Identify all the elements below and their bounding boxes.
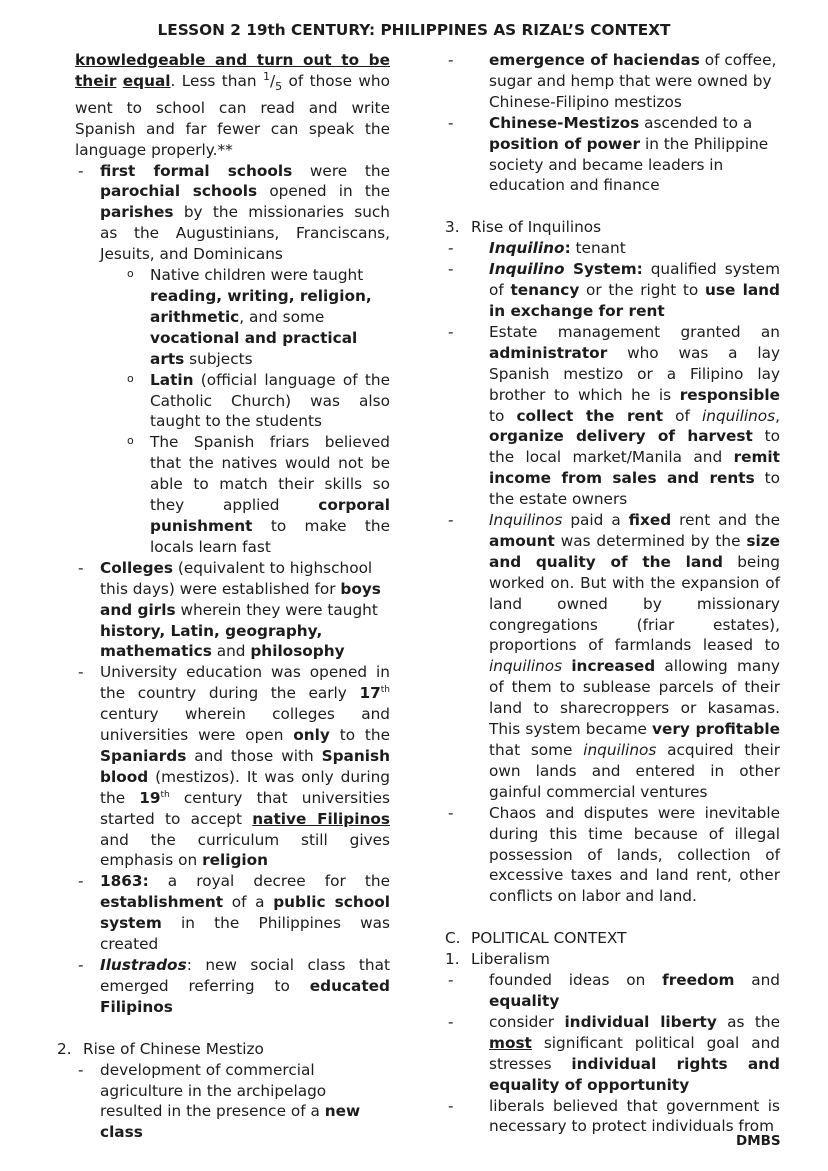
bullet-inquilino-tenant: - Inquilino: tenant	[445, 238, 780, 259]
bullet-university-education: - University education was opened in the country during the early 17th century wherein colleges and universities were open only to the Spaniards and those with Spanish blood (mestizos). It was only during the 19th century that universities started to accept native Filipinos and the curriculum still gives emphasis on religion	[75, 662, 390, 871]
bullet-chaos-disputes: - Chaos and disputes were inevitable during this time because of illegal possession of lands, collection of excessive taxes and land rent, other conflicts on labor and land.	[445, 803, 780, 908]
section-heading-chinese-mestizo: 2. Rise of Chinese Mestizo	[57, 1039, 264, 1058]
spacer	[75, 1018, 390, 1039]
bullet-1863-decree: - 1863: a royal decree for the establishment of a public school system in the Philippines was created	[75, 871, 390, 955]
left-column	[57, 50, 391, 1143]
bullet-commercial-agriculture: - development of commercial agriculture in the archipelago resulted in the presence of a new class	[75, 1060, 390, 1144]
bullet-ilustrados: - Ilustrados: new social class that emerged referring to educated Filipinos	[75, 955, 390, 1018]
section-heading-liberalism: 1. Liberalism	[445, 950, 550, 969]
section-heading-political-context: C. POLITICAL CONTEXT	[445, 929, 627, 948]
bullet-freedom-equality: - founded ideas on freedom and equality	[445, 970, 780, 1012]
subbullet-latin: o Latin (official language of the Catholic Church) was also taught to the students	[75, 370, 390, 433]
bullet-liberals-government: - liberals believed that government is necessary to protect individuals from	[445, 1096, 780, 1138]
page-title: LESSON 2 19th CENTURY: PHILIPPINES AS RIZAL’S CONTEXT	[157, 21, 671, 39]
bullet-individual-liberty: - consider individual liberty as the most significant political goal and stresses individual rights and equality of opportunity	[445, 1012, 780, 1096]
subbullet-spanish-friars: o The Spanish friars believed that the natives would not be able to match their skills so they applied corporal punishment to make the locals learn fast	[75, 432, 390, 557]
intro-paragraph: knowledgeable and turn out to be their equal. Less than $^1/_5$ of those who went to school can read and write Spanish and far fewer can speak the language properly.**	[75, 51, 390, 159]
bullet-estate-management: - Estate management granted an administrator who was a lay Spanish mestizo or a Filipino lay brother to which he is responsible to collect the rent of inquilinos, organize delivery of harvest to the local market/Manila and remit income from sales and rents to the estate owners	[445, 322, 780, 510]
right-column	[445, 50, 780, 1137]
subbullet-native-children: o Native children were taught reading, writing, religion, arithmetic, and some vocational and practical arts subjects	[75, 265, 390, 370]
section-heading-inquilinos: 3. Rise of Inquilinos	[445, 218, 602, 237]
bullet-inquilinos-rent: - Inquilinos paid a fixed rent and the amount was determined by the size and quality of the land being worked on. But with the expansion of land owned by missionary congregations (friar estates), proportions of farmlands leased to inquilinos increased allowing many of them to sublease parcels of their land to sharecroppers or kasamas. This system became very profitable that some inquilinos acquired their own lands and entered in other gainful commercial ventures	[445, 510, 780, 803]
bullet-inquilino-system: - Inquilino System: qualified system of tenancy or the right to use land in exchange for rent	[445, 259, 780, 322]
bullet-chinese-mestizos: - Chinese-Mestizos ascended to a position of power in the Philippine society and became leaders in education and finance	[445, 113, 780, 197]
bullet-colleges: - Colleges (equivalent to highschool this days) were established for boys and girls wherein they were taught history, Latin, geography, mathematics and philosophy	[75, 558, 390, 663]
bullet-haciendas: - emergence of haciendas of coffee, sugar and hemp that were owned by Chinese-Filipino mestizos	[445, 50, 780, 113]
bullet-parochial-schools: - first formal schools were the parochial schools opened in the parishes by the missionaries such as the Augustinians, Franciscans, Jesuits, and Dominicans	[75, 161, 390, 266]
spacer	[445, 907, 780, 928]
footer-initials: DMBS	[736, 1133, 781, 1149]
spacer	[445, 196, 780, 217]
